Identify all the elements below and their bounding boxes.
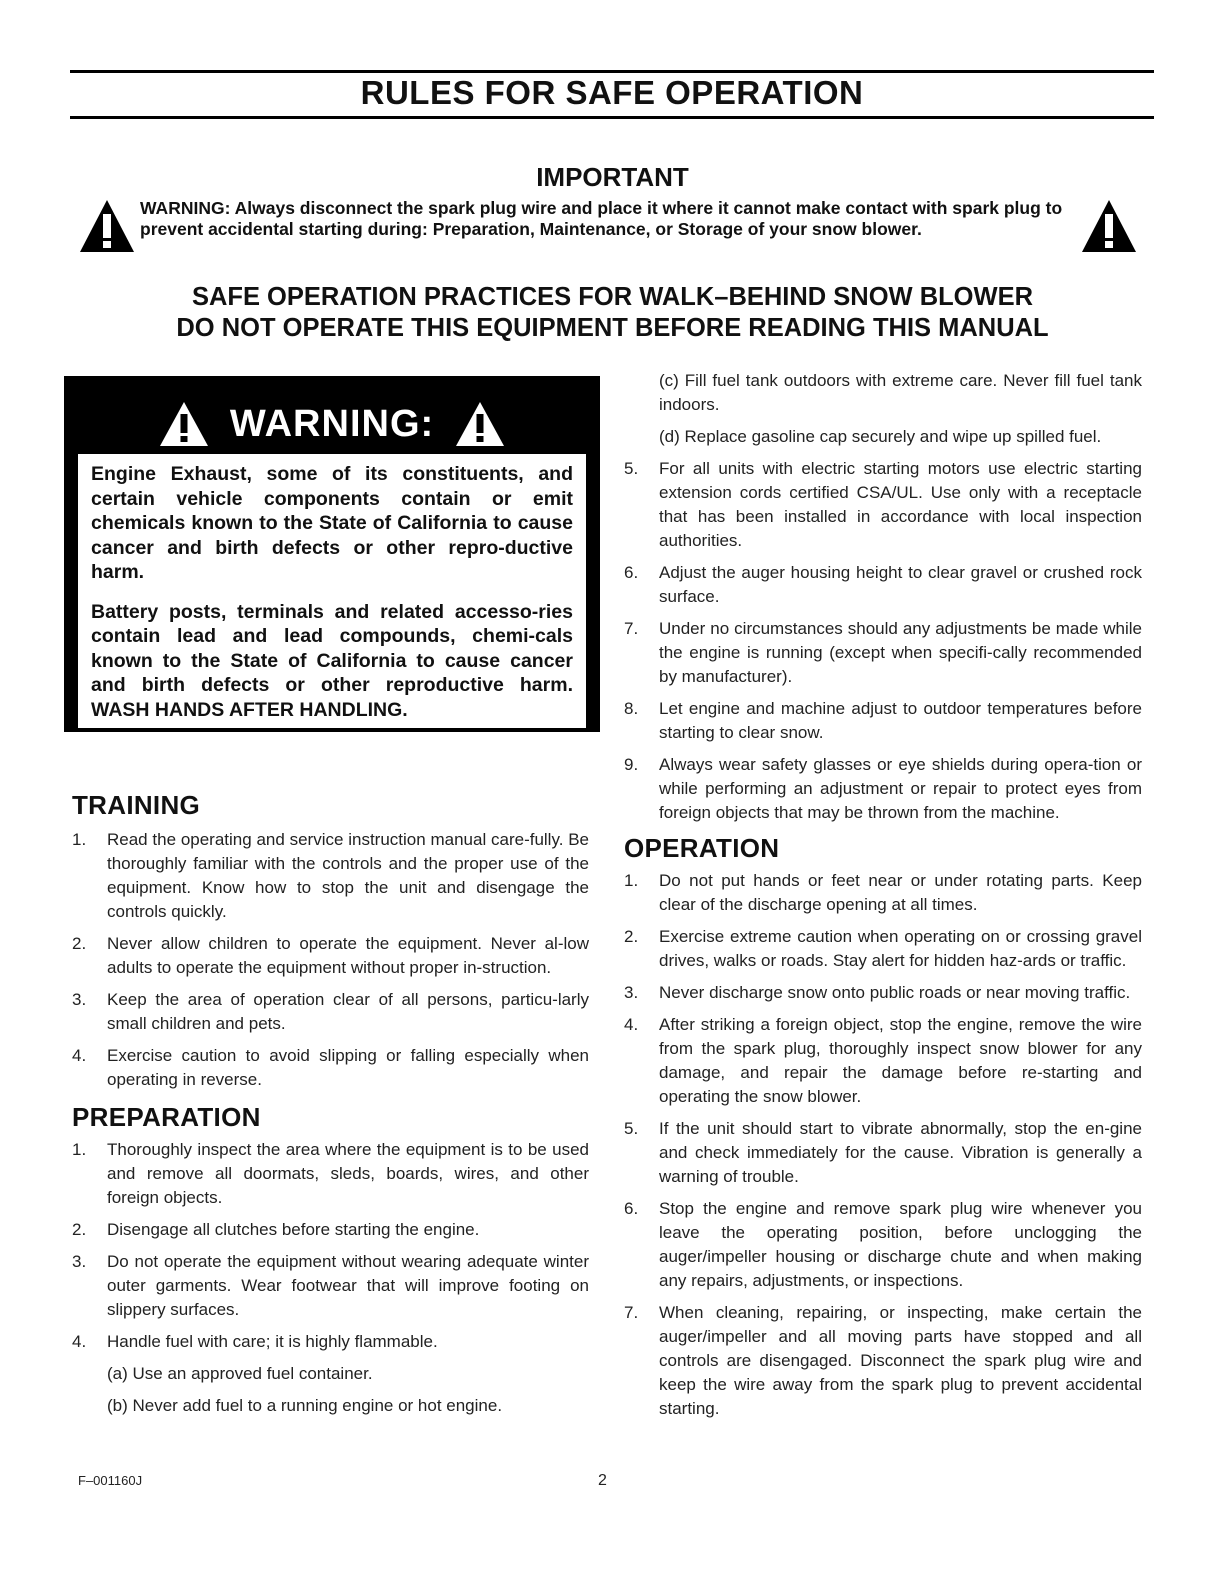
list-item: 1. Thoroughly inspect the area where the equipment is to be used and remove all doormats, sleds, boards, wires, and other foreign objects. [72,1140,589,1207]
subheading-line-2: DO NOT OPERATE THIS EQUIPMENT BEFORE READING THIS MANUAL [176,314,1049,342]
page-number: 2 [598,1472,607,1489]
list-item: 2. Exercise extreme caution when operating on or crossing gravel drives, walks or roads. Stay alert for hidden haz-ards or traffic. [624,927,1142,970]
right-column [624,369,1142,1429]
page-title: RULES FOR SAFE OPERATION [360,74,864,111]
top-rule [70,70,1154,73]
list-item: 2. Disengage all clutches before starting the engine. [72,1220,480,1239]
safe-operation-subheading [0,282,1225,344]
engine-exhaust-warning: Engine Exhaust, some of its constituents, and certain vehicle components contain or emit chemicals known to the State of California to cause cancer and birth defects or other repro-ductive harm. [91,463,573,583]
list-item: 2. Never allow children to operate the equipment. Never al-low adults to operate the equipment without proper in-struction. [72,934,589,977]
list-item: 3. Do not operate the equipment without wearing adequate winter outer garments. Wear footwear that will improve footing on slippery surfaces. [72,1252,589,1319]
important-heading: IMPORTANT [536,162,689,192]
title-rule [70,116,1154,119]
list-item: 4. After striking a foreign object, stop the engine, remove the wire from the spark plug, thoroughly inspect snow blower for any damage, and repair the damage before re-starting and operating the snow blower. [624,1015,1142,1106]
training-heading: TRAINING [72,790,201,820]
warning-triangle-icon [158,400,210,448]
list-item: 6. Adjust the auger housing height to clear gravel or crushed rock surface. [624,563,1142,606]
warning-banner [64,394,600,454]
warning-triangle-icon [1080,198,1138,254]
operation-list [624,869,1142,1421]
document-code: F–001160J [78,1473,143,1488]
warning-banner-label: WARNING: [229,402,435,445]
warning-triangle-icon [454,400,506,448]
list-item: 4. Exercise caution to avoid slipping or falling especially when operating in reverse. [72,1046,589,1089]
top-warning-text: WARNING: Always disconnect the spark plug wire and place it where it cannot make contact with spark plug to prevent accidental starting during: Preparation, Maintenance, or Storage of your snow blower. [140,198,1063,239]
list-item: 5. For all units with electric starting motors use electric starting extension cords certified CSA/UL. Use only with a receptacle that has been installed in accordance with local inspection authorities. [624,459,1142,550]
list-item: 6. Stop the engine and remove spark plug wire whenever you leave the operating position, before unclogging the auger/impeller housing or discharge chute and when making any repairs, adjustments, or inspections. [624,1199,1142,1290]
list-item: 1. Read the operating and service instruction manual care-fully. Be thoroughly familiar with the controls and the proper use of the equipment. Know how to stop the unit and disengage the controls quickly. [72,830,589,921]
list-item: 4. Handle fuel with care; it is highly flammable. [72,1332,438,1351]
list-item: 9. Always wear safety glasses or eye shields during opera-tion or while performing an adjustment or repair to protect eyes from foreign objects that may be thrown from the machine. [624,755,1142,822]
list-item: 1. Do not put hands or feet near or under rotating parts. Keep clear of the discharge opening at all times. [624,871,1142,914]
operation-heading: OPERATION [624,833,780,863]
list-item: 8. Let engine and machine adjust to outdoor temperatures before starting to clear snow. [624,699,1142,742]
list-item: 7. When cleaning, repairing, or inspecting, make certain the auger/impeller and all moving parts have stopped and all controls are disengaged. Disconnect the spark plug wire and keep the wire away from the spark plug to prevent accidental starting. [624,1303,1142,1418]
list-item: 7. Under no circumstances should any adjustments be made while the engine is running (except when specifi-cally recommended by manufacturer). [624,619,1142,686]
subheading-line-1: SAFE OPERATION PRACTICES FOR WALK–BEHIND SNOW BLOWER [191,283,1034,311]
list-item: 3. Never discharge snow onto public roads or near moving traffic. [624,983,1131,1002]
preparation-heading: PREPARATION [72,1102,261,1132]
sub-item-a: (a) Use an approved fuel container. [107,1364,373,1383]
list-item: 5. If the unit should start to vibrate abnormally, stop the en-gine and check immediately for the cause. Vibration is generally a warning of trouble. [624,1119,1142,1186]
warning-triangle-icon [78,198,136,254]
sub-item-c: (c) Fill fuel tank outdoors with extreme care. Never fill fuel tank indoors. [659,371,1142,414]
list-item: 3. Keep the area of operation clear of all persons, particu-larly small children and pets. [72,990,589,1033]
warning-box-body [78,454,586,728]
california-warning-box [64,376,600,732]
sub-item-d: (d) Replace gasoline cap securely and wipe up spilled fuel. [659,427,1102,446]
preparation-list [72,1138,589,1418]
training-list [72,828,589,1092]
sub-item-b: (b) Never add fuel to a running engine or hot engine. [107,1396,503,1415]
battery-warning: Battery posts, terminals and related accesso-ries contain lead and lead compounds, chemi-cals known to the State of California to cause cancer and birth defects or other reproductive harm. WASH HANDS AFTER HANDLING. [91,600,573,721]
left-column [72,790,589,1426]
